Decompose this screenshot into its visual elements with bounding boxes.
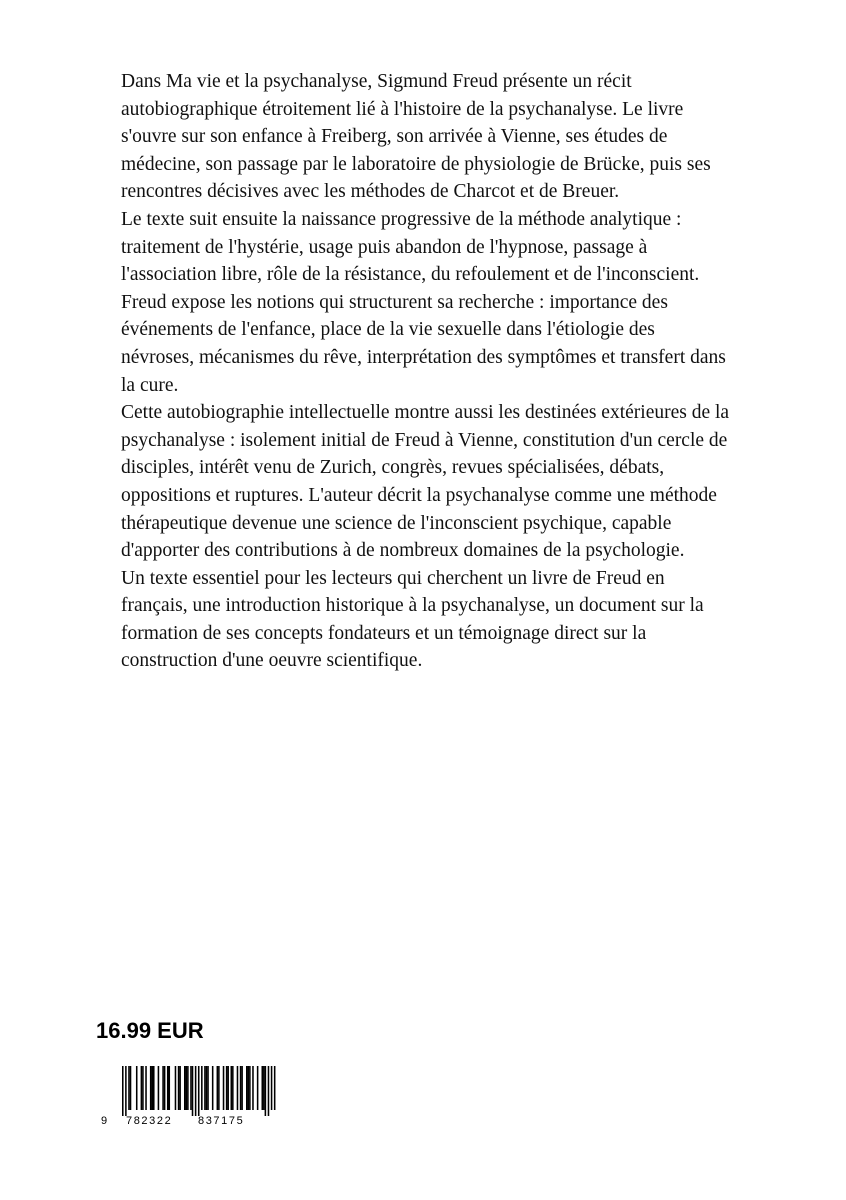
barcode-bar [212,1066,214,1110]
back-cover-blurb [121,68,731,675]
barcode-bar [195,1066,197,1116]
blurb-paragraph-2: Le texte suit ensuite la naissance progressive de la méthode analytique : traitement de l'hystérie, usage puis abandon de l'hypnose, passage à l'association libre, rôle de la résistance, du refoulement et de l'inconscient. Freud expose les notions qui structurent sa recherche : importance des événements de l'enfance, place de la vie sexuelle dans l'étiologie des névroses, mécanismes du rêve, interprétation des symptômes et transfert dans la cure. [121,208,726,396]
barcode-bar [252,1066,254,1110]
barcode-bar [164,1066,166,1110]
barcode-bar [204,1066,206,1110]
barcode-bar [142,1066,144,1110]
barcode-bar [145,1066,147,1110]
barcode-bar [240,1066,242,1110]
barcode-bar [167,1066,169,1110]
barcode-bar [262,1066,264,1110]
barcode-bar [179,1066,181,1110]
barcode-bar [136,1066,138,1110]
barcode-bar [227,1066,229,1110]
barcode-bar [151,1066,153,1110]
barcode-bar [158,1066,160,1110]
barcode-bar [268,1066,270,1116]
isbn-left-digits: 782322 [126,1115,173,1127]
barcode-bar [130,1066,132,1110]
barcode-bar [178,1066,180,1110]
blurb-paragraph-4: Un texte essentiel pour les lecteurs qui cherchent un livre de Freud en français, une introduction historique à la psychanalyse, un document sur la formation de ses concepts fondateurs et un témoignage direct sur la construction d'une oeuvre scientifique. [121,567,704,672]
isbn-right-digits: 837175 [198,1115,245,1127]
blurb-paragraph-1: Dans Ma vie et la psychanalyse, Sigmund Freud présente un récit autobiographique étroitement lié à l'histoire de la psychanalyse. Le livre s'ouvre sur son enfance à Freiberg, son arrivée à Vienne, ses études de médecine, son passage par le laboratoire de physiologie de Brücke, puis ses rencontres décisives avec les méthodes de Charcot et de Breuer. [121,71,711,203]
barcode-bar [257,1066,259,1110]
barcode-bar [207,1066,209,1110]
barcode-bar [190,1066,192,1110]
barcode-bar [125,1066,127,1116]
barcode-bar [248,1066,250,1110]
isbn-first-digit: 9 [101,1115,108,1127]
barcode-bar [265,1066,267,1116]
barcode-bar [232,1066,234,1110]
barcode-bar [241,1066,243,1110]
blurb-paragraph-3: Cette autobiographie intellectuelle montre aussi les destinées extérieures de la psychanalyse : isolement initial de Freud à Vienne, constitution d'un cercle de disciples, intérêt venu de Zurich, congrès, revues spécialisées, débats, oppositions et ruptures. L'auteur décrit la psychanalyse comme une méthode thérapeutique devenue une science de l'inconscient psychique, capable d'apporter des contributions à de nombreux domaines de la psychologie. [121,402,730,562]
barcode-bar [184,1066,186,1110]
barcode-bar [201,1066,203,1110]
barcode-bar [246,1066,248,1110]
barcode-bars [122,1066,275,1116]
barcode-bar [271,1066,273,1110]
barcode-bar [187,1066,189,1110]
barcode-bar [175,1066,177,1110]
barcode-bar [217,1066,219,1110]
barcode-bar [263,1066,265,1110]
barcode-bar [206,1066,208,1110]
barcode-bar [226,1066,228,1110]
barcode-bar [249,1066,251,1110]
barcode-bar [192,1066,194,1116]
barcode-bar [162,1066,164,1110]
barcode-bar [169,1066,171,1110]
barcode-bar [231,1066,233,1110]
price-label: 16.99 EUR [96,1018,204,1043]
barcode-bar [237,1066,239,1110]
barcode-bar [150,1066,152,1110]
isbn-barcode [100,1066,280,1128]
barcode-bar [128,1066,130,1110]
barcode-bar [153,1066,155,1110]
barcode-bar [198,1066,200,1116]
barcode-bar [141,1066,143,1110]
barcode-bar [122,1066,124,1116]
barcode-bar [186,1066,188,1110]
barcode-bar [223,1066,225,1110]
barcode-bar [218,1066,220,1110]
barcode-bar [274,1066,276,1110]
